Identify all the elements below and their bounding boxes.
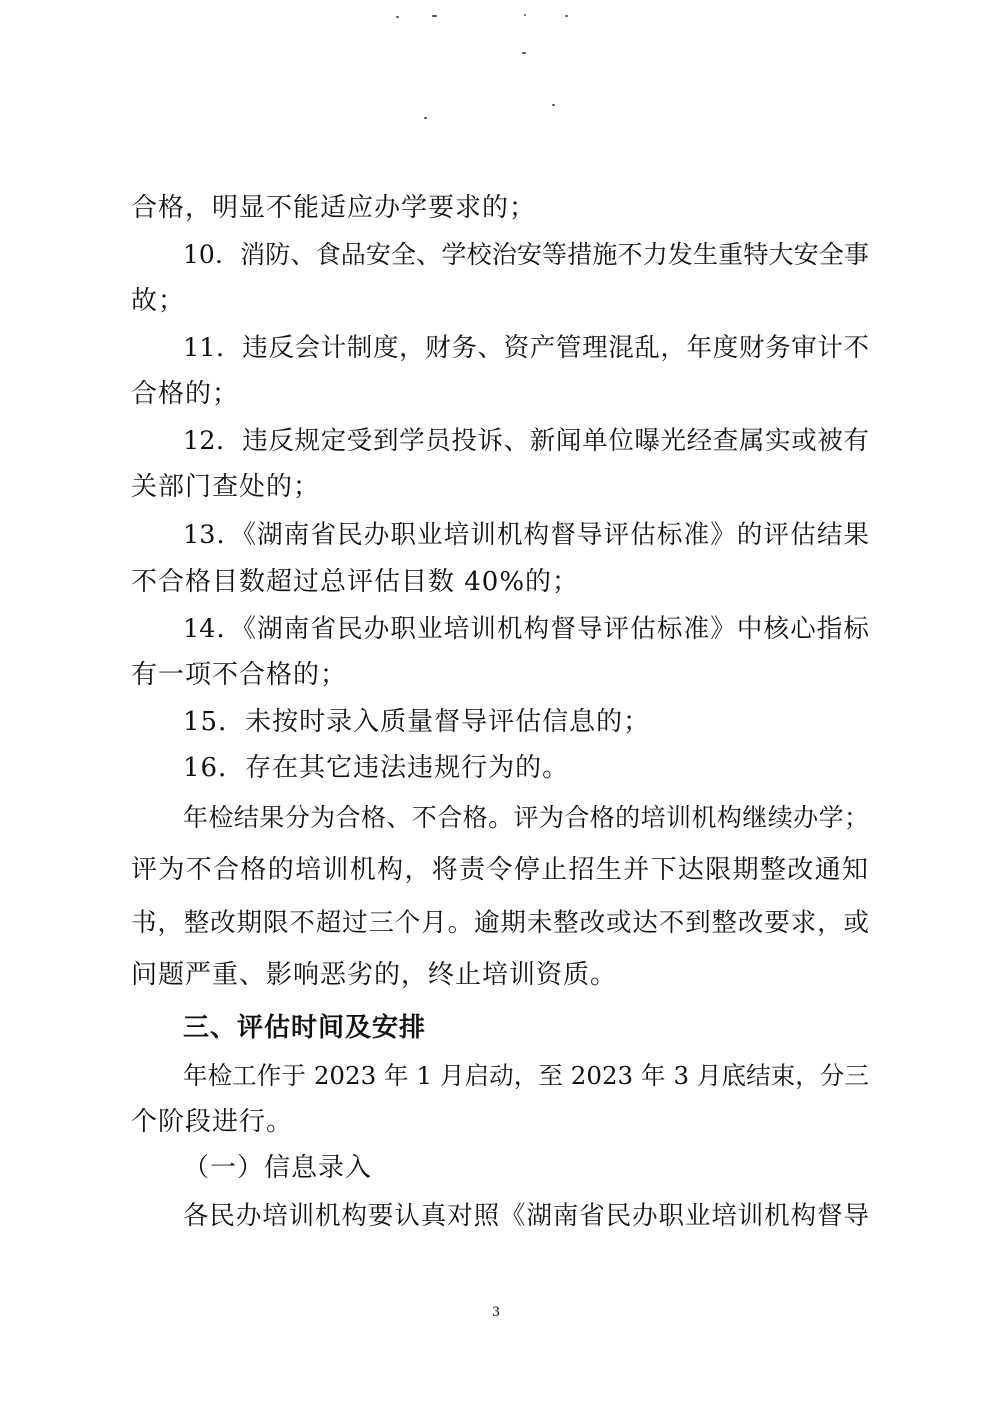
text-line: 年检结果分为合格、不合格。评为合格的培训机构继续办学； [183, 803, 869, 832]
scan-speck [396, 16, 399, 18]
text-line: 不合格目数超过总评估目数 40%的； [131, 567, 580, 597]
text-line: 各民办培训机构要认真对照《湖南省民办职业培训机构督导 [183, 1201, 869, 1231]
scan-speck [524, 14, 526, 16]
text-line: 15．未按时录入质量督导评估信息的； [183, 707, 651, 737]
text-line: 合格，明显不能适应办学要求的； [131, 193, 537, 223]
section-heading: 三、评估时间及安排 [183, 1013, 427, 1043]
text-line: 评为不合格的培训机构，将责令停止招生并下达限期整改通知 [131, 855, 869, 885]
page-number: 3 [492, 1304, 500, 1320]
text-line: 有一项不合格的； [131, 660, 348, 690]
text-line: 12．违反规定受到学员投诉、新闻单位曝光经查属实或被有 [183, 426, 869, 456]
text-line: 13．《湖南省民办职业培训机构督导评估标准》的评估结果 [183, 520, 869, 550]
text-line: 年检工作于 2023 年 1 月启动，至 2023 年 3 月底结束，分三 [183, 1061, 869, 1090]
text-line: 故； [131, 286, 186, 316]
text-line: 11．违反会计制度，财务、资产管理混乱，年度财务审计不 [183, 333, 869, 363]
scan-speck [432, 15, 437, 17]
text-line: 16．存在其它违法违规行为的。 [183, 753, 570, 783]
text-line: 10．消防、食品安全、学校治安等措施不力发生重特大安全事 [183, 240, 869, 269]
text-line: 书，整改期限不超过三个月。逾期未整改或达不到整改要求，或 [131, 908, 869, 938]
text-line: 问题严重、影响恶劣的，终止培训资质。 [131, 960, 618, 990]
subsection-heading: （一）信息录入 [183, 1153, 373, 1183]
text-line: 合格的； [131, 379, 240, 409]
scan-speck [552, 104, 555, 106]
scan-speck [565, 15, 568, 17]
scan-speck [522, 52, 526, 54]
text-line: 关部门查处的； [131, 472, 321, 502]
text-line: 个阶段进行。 [131, 1107, 294, 1137]
scan-speck [424, 117, 427, 119]
text-line: 14．《湖南省民办职业培训机构督导评估标准》中核心指标 [183, 614, 869, 644]
